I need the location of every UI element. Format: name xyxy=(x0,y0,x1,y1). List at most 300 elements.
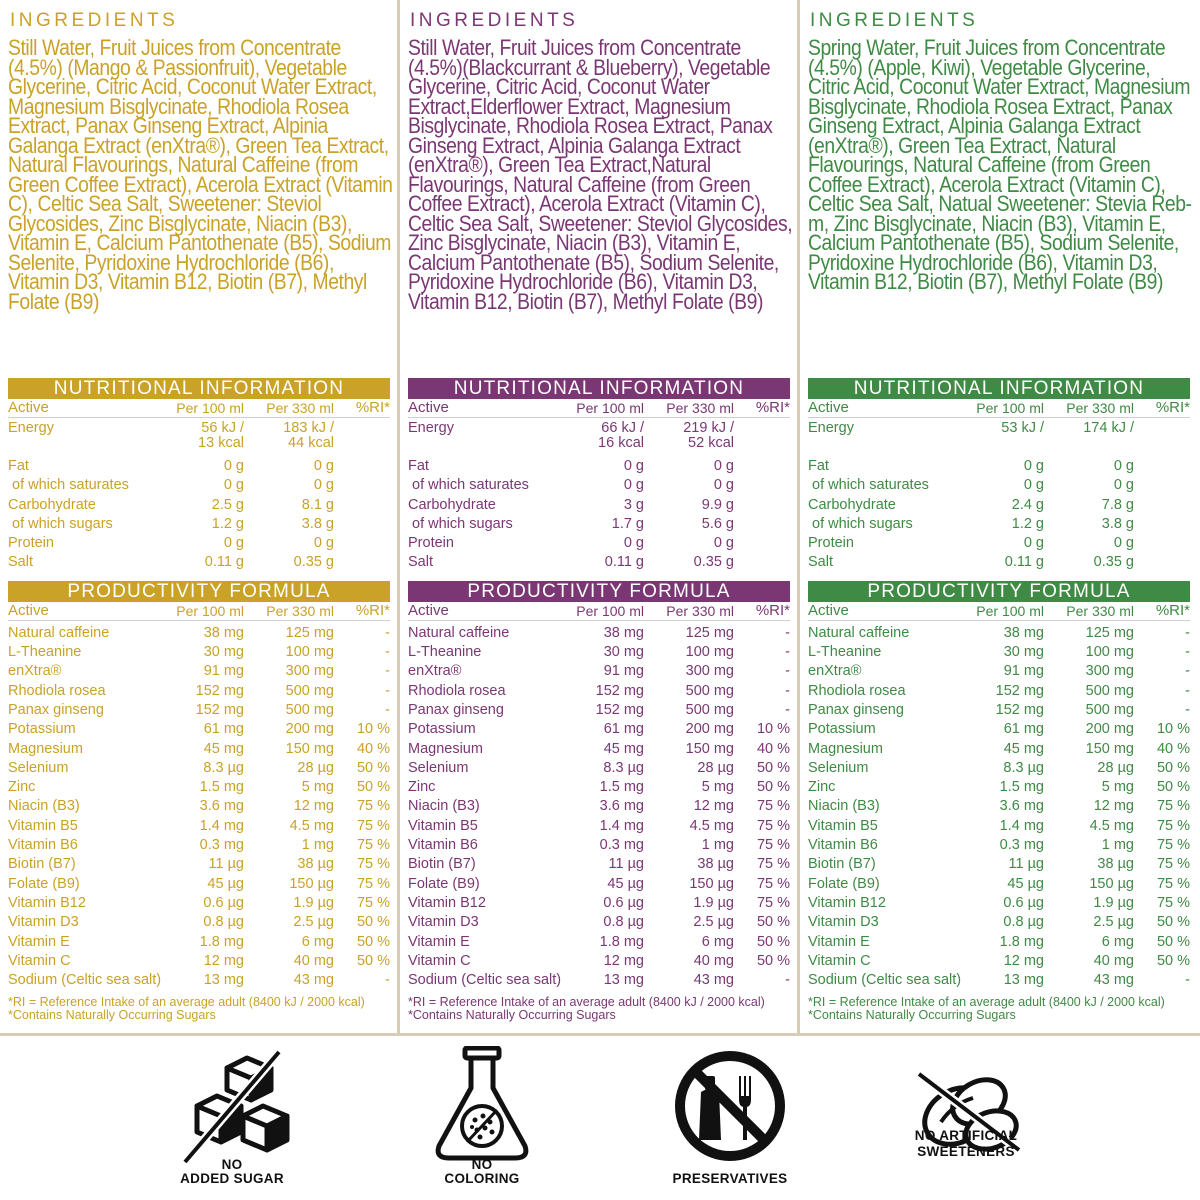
formula-row xyxy=(8,701,390,720)
formula-row xyxy=(808,817,1190,836)
ingredients-text: Still Water, Fruit Juices from Concentrate (4.5%)(Blackcurrant & Blueberry), Vegetable Glycerine, Citric Acid, Coconut Water Extract,Elderflower Extract, Magnesium Bisglycinate, Rhodiola Rosea Extract, Panax Ginseng Extract, Alpinia Galanga Extract (enXtra®), Green Tea Extract,Natural Flavourings, Natural Caffeine (from Green Coffee Extract), Acerola Extract (Vitamin C), Celtic Sea Salt, Sweetener: Steviol Glycosides, Zinc Bisglycinate, Niacin (B3), Vitamin E, Calcium Pantothenate (B5), Sodium Selenite, Pyridoxine Hydrochloride (B6), Vitamin D3, Vitamin B12, Biotin (B7), Methyl Folate (B9) xyxy=(408,35,793,314)
nutrition-cell: 9.9 g xyxy=(701,496,734,513)
formula-cell: 6 mg xyxy=(301,933,334,950)
formula-cell: Vitamin E xyxy=(808,933,870,950)
nutrition-cell: Protein xyxy=(8,535,54,552)
formula-row xyxy=(408,624,790,643)
formula-row xyxy=(8,778,390,797)
product-panel xyxy=(800,0,1196,1033)
formula-cell: 8.3 µg xyxy=(603,759,644,776)
formula-row xyxy=(808,855,1190,874)
formula-row xyxy=(8,855,390,874)
formula-cell: - xyxy=(1185,701,1190,718)
nutrition-cell xyxy=(734,457,790,476)
formula-cell: 75 % xyxy=(756,798,790,815)
formula-cell: 50 % xyxy=(1156,952,1190,969)
formula-cell: - xyxy=(385,624,390,641)
formula-cell: Folate (B9) xyxy=(408,875,480,892)
formula-cell: 300 mg xyxy=(1085,663,1134,680)
formula-cell: Vitamin B5 xyxy=(408,817,478,834)
formula-cell: 10 % xyxy=(1156,721,1190,738)
formula-row xyxy=(408,682,790,701)
formula-row xyxy=(808,740,1190,759)
nutrition-cell: 0 g xyxy=(713,458,734,474)
formula-cell: 4.5 mg xyxy=(1089,817,1134,834)
formula-cell: 75 % xyxy=(356,817,390,834)
formula-cell: Rhodiola rosea xyxy=(808,682,906,699)
nutrition-row xyxy=(8,476,390,495)
formula-cell: Panax ginseng xyxy=(408,701,504,718)
nutrition-cell: of which sugars xyxy=(808,515,913,532)
formula-row xyxy=(8,836,390,855)
formula-header-cell: %RI* xyxy=(755,601,790,619)
formula-cell: 61 mg xyxy=(603,721,644,738)
formula-cell: 0.3 mg xyxy=(999,837,1044,854)
nutrition-row xyxy=(8,553,390,572)
energy-ri xyxy=(334,421,390,457)
formula-cell: Zinc xyxy=(808,779,836,796)
no-added-sugar-icon xyxy=(167,1046,297,1166)
formula-cell: 13 mg xyxy=(603,972,644,989)
icon-label: COLORING xyxy=(444,1171,520,1186)
energy-kj: 174 kJ / xyxy=(1083,420,1134,436)
formula-cell: 500 mg xyxy=(685,701,734,718)
nutrition-cell: 0.35 g xyxy=(293,554,334,571)
nutrition-cell xyxy=(334,457,390,476)
nutrition-cell xyxy=(1134,496,1190,515)
energy-row xyxy=(808,421,1190,457)
formula-cell: 75 % xyxy=(1156,894,1190,911)
formula-cell: 45 µg xyxy=(607,875,644,892)
formula-cell: - xyxy=(1185,644,1190,661)
nutrition-header-cell: %RI* xyxy=(755,399,790,416)
formula-cell: 38 µg xyxy=(297,856,334,873)
icon-item-no-preservatives xyxy=(620,1036,840,1200)
formula-row xyxy=(408,933,790,952)
formula-cell: - xyxy=(785,682,790,699)
energy-kcal: 13 kcal xyxy=(198,435,244,451)
formula-cell: Natural caffeine xyxy=(808,624,910,641)
nutrition-cell xyxy=(734,476,790,495)
formula-row xyxy=(808,971,1190,990)
formula-cell: 1.9 µg xyxy=(693,894,734,911)
formula-cell: 40 mg xyxy=(1093,952,1134,969)
nutrition-cell: 2.4 g xyxy=(1011,496,1044,513)
product-panel xyxy=(400,0,796,1033)
energy-kj: 56 kJ / xyxy=(201,420,244,436)
icon-label: NO ARTIFICIAL xyxy=(914,1128,1018,1143)
energy-kcal: 16 kcal xyxy=(598,435,644,451)
energy-row xyxy=(8,421,390,457)
footnote-sugars: *Contains Naturally Occurring Sugars xyxy=(8,1008,216,1023)
nutrition-cell: 0 g xyxy=(623,477,644,494)
formula-cell: Vitamin C xyxy=(808,952,871,969)
formula-cell: 5 mg xyxy=(301,779,334,796)
formula-header-cell: Per 100 ml xyxy=(576,602,644,619)
formula-cell: Niacin (B3) xyxy=(408,798,480,815)
formula-row xyxy=(8,933,390,952)
formula-cell: Vitamin D3 xyxy=(808,914,879,931)
formula-cell: Panax ginseng xyxy=(8,701,104,718)
formula-header-cell: Per 100 ml xyxy=(976,602,1044,619)
formula-cell: 50 % xyxy=(1156,779,1190,796)
nutrition-row xyxy=(808,553,1190,572)
energy-per-330ml xyxy=(644,421,734,457)
formula-cell: 12 mg xyxy=(1093,798,1134,815)
nutrition-cell: 0 g xyxy=(623,458,644,474)
formula-row xyxy=(408,778,790,797)
nutrient-name: Energy xyxy=(8,420,54,436)
formula-cell: Vitamin B5 xyxy=(808,817,878,834)
formula-cell: - xyxy=(385,701,390,718)
formula-cell: 500 mg xyxy=(685,682,734,699)
formula-cell: Vitamin B6 xyxy=(808,837,878,854)
formula-cell: 75 % xyxy=(756,856,790,873)
nutrition-row xyxy=(808,534,1190,553)
formula-cell: Vitamin B5 xyxy=(8,817,78,834)
formula-cell: 125 mg xyxy=(685,624,734,641)
nutrition-cell: 0 g xyxy=(313,477,334,494)
formula-cell: 300 mg xyxy=(285,663,334,680)
nutrition-row xyxy=(808,476,1190,495)
formula-cell: 12 mg xyxy=(203,952,244,969)
formula-cell: 500 mg xyxy=(285,701,334,718)
formula-row xyxy=(408,855,790,874)
nutrition-header-cell: Active xyxy=(8,399,49,416)
nutrition-header-cell: Per 330 ml xyxy=(266,400,334,416)
nutrition-cell: Protein xyxy=(808,535,854,552)
formula-cell: Selenium xyxy=(408,759,469,776)
formula-row xyxy=(8,913,390,932)
nutrition-cell: 1.2 g xyxy=(1011,515,1044,532)
formula-cell: Vitamin D3 xyxy=(408,914,479,931)
energy-per-100ml xyxy=(966,421,1044,457)
formula-cell: 28 µg xyxy=(1097,759,1134,776)
nutrition-cell: Salt xyxy=(808,554,833,571)
formula-cell: Folate (B9) xyxy=(8,875,80,892)
formula-header-cell: %RI* xyxy=(355,601,390,619)
icon-item-no-artificial-sweeteners xyxy=(856,1036,1076,1200)
nutrition-header-cell: Per 100 ml xyxy=(976,400,1044,416)
formula-cell: 75 % xyxy=(1156,875,1190,892)
nutrition-cell xyxy=(334,496,390,515)
formula-cell: 125 mg xyxy=(1085,624,1134,641)
nutrition-title: NUTRITIONAL INFORMATION xyxy=(408,378,790,399)
formula-cell: 0.8 µg xyxy=(603,914,644,931)
formula-cell: 40 mg xyxy=(693,952,734,969)
nutrition-header-cell: Active xyxy=(408,399,449,416)
energy-kj: 183 kJ / xyxy=(283,420,334,436)
formula-cell: 150 µg xyxy=(689,875,734,892)
formula-cell: 1.8 mg xyxy=(599,933,644,950)
formula-cell: 13 mg xyxy=(203,972,244,989)
formula-cell: Magnesium xyxy=(408,740,483,757)
nutrition-row xyxy=(408,534,790,553)
formula-row xyxy=(808,720,1190,739)
formula-cell: Zinc xyxy=(8,779,36,796)
formula-cell: 200 mg xyxy=(1085,721,1134,738)
nutrition-cell: 3.8 g xyxy=(1101,515,1134,532)
nutrition-cell: 0.35 g xyxy=(693,554,734,571)
formula-cell: - xyxy=(385,644,390,661)
formula-cell: 75 % xyxy=(356,856,390,873)
footnote-sugars: *Contains Naturally Occurring Sugars xyxy=(808,1008,1016,1023)
formula-cell: Selenium xyxy=(8,759,69,776)
formula-cell: 0.3 mg xyxy=(599,837,644,854)
nutrition-cell xyxy=(734,515,790,534)
formula-cell: 12 mg xyxy=(693,798,734,815)
formula-cell: 11 µg xyxy=(1008,856,1044,873)
formula-cell: 61 mg xyxy=(1003,721,1044,738)
nutrition-cell: Fat xyxy=(808,458,829,474)
formula-cell: 91 mg xyxy=(1003,663,1044,680)
formula-cell: 1 mg xyxy=(701,837,734,854)
formula-cell: 75 % xyxy=(1156,837,1190,854)
nutrition-cell xyxy=(334,476,390,495)
nutrition-cell: 0 g xyxy=(223,535,244,552)
ingredients-text: Spring Water, Fruit Juices from Concentrate (4.5%) (Apple, Kiwi), Vegetable Glycerine, Citric Acid, Coconut Water Extract, Magnesium Bisglycinate, Rhodiola Rosea Extract, Panax Ginseng Extract, Alpinia Galanga Extract (enXtra®), Green Tea Extract, Natural Flavourings, Natural Caffeine (from Green Coffee Extract), Acerola Extract (Vitamin C), Celtic Sea Salt, Natual Sweetener: Stevia Reb-m, Zinc Bisglycinate, Niacin (B3), Vitamin E, Calcium Pantothenate (B5), Sodium Selenite, Pyridoxine Hydrochloride (B6), Vitamin D3, Vitamin B12, Biotin (B7), Methyl Folate (B9) xyxy=(808,35,1192,294)
formula-cell: enXtra® xyxy=(408,663,462,680)
formula-cell: 38 µg xyxy=(1097,856,1134,873)
formula-cell: Sodium (Celtic sea salt) xyxy=(408,972,562,989)
formula-cell: Vitamin D3 xyxy=(8,914,79,931)
formula-cell: 150 mg xyxy=(685,740,734,757)
formula-cell: 1.4 mg xyxy=(199,817,244,834)
nutrition-cell: Carbohydrate xyxy=(808,496,896,513)
ingredients-title: INGREDIENTS xyxy=(410,10,579,31)
formula-row xyxy=(408,643,790,662)
footnote-ri: *RI = Reference Intake of an average adult (8400 kJ / 2000 kcal) xyxy=(808,995,1165,1010)
nutrition-cell xyxy=(734,534,790,553)
nutrition-header-row xyxy=(8,399,390,418)
formula-cell: Magnesium xyxy=(8,740,83,757)
formula-cell: Potassium xyxy=(808,721,876,738)
formula-cell: Biotin (B7) xyxy=(808,856,876,873)
formula-cell: Vitamin E xyxy=(8,933,70,950)
formula-cell: Vitamin B12 xyxy=(808,894,886,911)
nutrition-cell xyxy=(1134,534,1190,553)
nutrient-name: Energy xyxy=(408,420,454,436)
nutrition-row xyxy=(408,515,790,534)
formula-row xyxy=(808,682,1190,701)
feature-icons-row xyxy=(0,1036,1200,1200)
formula-cell: 10 % xyxy=(756,721,790,738)
formula-cell: 150 mg xyxy=(1085,740,1134,757)
formula-cell: 152 mg xyxy=(195,682,244,699)
formula-cell: 40 % xyxy=(756,740,790,757)
formula-cell: 1.5 mg xyxy=(199,779,244,796)
formula-header-cell: Active xyxy=(808,601,849,619)
nutrition-row xyxy=(8,496,390,515)
footnote-sugars: *Contains Naturally Occurring Sugars xyxy=(408,1008,616,1023)
formula-cell: 6 mg xyxy=(1101,933,1134,950)
nutrition-cell: of which sugars xyxy=(408,515,513,532)
formula-row xyxy=(408,797,790,816)
formula-row xyxy=(808,952,1190,971)
energy-kj: 53 kJ / xyxy=(1001,420,1044,436)
formula-cell: enXtra® xyxy=(8,663,62,680)
nutrition-cell: 0.11 g xyxy=(604,554,644,571)
formula-cell: - xyxy=(1185,682,1190,699)
nutrition-cell: 0 g xyxy=(1023,477,1044,494)
formula-cell: 152 mg xyxy=(995,682,1044,699)
formula-cell: 4.5 mg xyxy=(289,817,334,834)
nutrition-row xyxy=(408,457,790,476)
formula-cell: 100 mg xyxy=(1085,644,1134,661)
formula-header-cell: %RI* xyxy=(1155,601,1190,619)
nutrition-cell: 3.8 g xyxy=(301,515,334,532)
formula-cell: 50 % xyxy=(356,759,390,776)
formula-row xyxy=(808,894,1190,913)
nutrition-title: NUTRITIONAL INFORMATION xyxy=(808,378,1190,399)
formula-cell: 12 mg xyxy=(1003,952,1044,969)
nutrition-row xyxy=(808,457,1190,476)
formula-cell: 100 mg xyxy=(685,644,734,661)
formula-cell: 50 % xyxy=(356,779,390,796)
formula-header-cell: Per 100 ml xyxy=(176,602,244,619)
formula-cell: 1.4 mg xyxy=(999,817,1044,834)
formula-cell: 75 % xyxy=(356,837,390,854)
formula-cell: Vitamin B6 xyxy=(8,837,78,854)
formula-cell: - xyxy=(385,663,390,680)
nutrition-header-cell: Per 330 ml xyxy=(666,400,734,416)
nutrition-cell: 0 g xyxy=(1023,535,1044,552)
formula-cell: L-Theanine xyxy=(8,644,82,661)
formula-row xyxy=(408,913,790,932)
formula-cell: 152 mg xyxy=(995,701,1044,718)
nutrition-cell xyxy=(334,515,390,534)
nutrition-cell xyxy=(1134,515,1190,534)
formula-cell: Potassium xyxy=(8,721,76,738)
formula-cell: L-Theanine xyxy=(408,644,482,661)
formula-row xyxy=(808,836,1190,855)
nutrition-cell: 1.7 g xyxy=(611,515,644,532)
formula-cell: 5 mg xyxy=(701,779,734,796)
formula-header-cell: Active xyxy=(408,601,449,619)
nutrition-cell: 0 g xyxy=(713,535,734,552)
formula-cell: 30 mg xyxy=(1003,644,1044,661)
nutrition-cell: 0.35 g xyxy=(1093,554,1134,571)
nutrition-cell: 0 g xyxy=(713,477,734,494)
formula-cell: 40 % xyxy=(1156,740,1190,757)
formula-cell: 38 mg xyxy=(203,624,244,641)
formula-row xyxy=(8,662,390,681)
formula-header-cell: Per 330 ml xyxy=(666,602,734,619)
formula-row xyxy=(808,643,1190,662)
formula-cell: 152 mg xyxy=(195,701,244,718)
formula-cell: 45 µg xyxy=(207,875,244,892)
formula-cell: Niacin (B3) xyxy=(8,798,80,815)
formula-cell: 125 mg xyxy=(285,624,334,641)
formula-cell: 75 % xyxy=(356,798,390,815)
formula-cell: - xyxy=(385,972,390,989)
formula-row xyxy=(8,817,390,836)
formula-cell: 50 % xyxy=(1156,914,1190,931)
energy-ri xyxy=(734,421,790,457)
formula-cell: Vitamin C xyxy=(8,952,71,969)
formula-row xyxy=(808,662,1190,681)
formula-row xyxy=(408,971,790,990)
nutrition-cell: 3 g xyxy=(623,496,644,513)
energy-kj: 66 kJ / xyxy=(601,420,644,436)
formula-cell: 40 mg xyxy=(293,952,334,969)
formula-cell: 13 mg xyxy=(1003,972,1044,989)
formula-header-cell: Per 330 ml xyxy=(266,602,334,619)
formula-cell: Potassium xyxy=(408,721,476,738)
formula-cell: 1.5 mg xyxy=(599,779,644,796)
formula-cell: 0.3 mg xyxy=(199,837,244,854)
formula-cell: 43 mg xyxy=(1093,972,1134,989)
formula-cell: Sodium (Celtic sea salt) xyxy=(808,972,962,989)
formula-cell: 0.8 µg xyxy=(1003,914,1044,931)
formula-cell: 12 mg xyxy=(603,952,644,969)
formula-cell: 2.5 µg xyxy=(693,914,734,931)
formula-cell: 50 % xyxy=(756,952,790,969)
nutrition-row xyxy=(808,496,1190,515)
formula-cell: 38 mg xyxy=(603,624,644,641)
formula-cell: 75 % xyxy=(1156,817,1190,834)
formula-row xyxy=(8,875,390,894)
ingredients-title: INGREDIENTS xyxy=(10,10,179,31)
energy-per-330ml xyxy=(1044,421,1134,457)
formula-cell: Vitamin E xyxy=(408,933,470,950)
formula-row xyxy=(8,759,390,778)
nutrition-row xyxy=(808,515,1190,534)
formula-cell: 28 µg xyxy=(297,759,334,776)
formula-cell: Vitamin C xyxy=(408,952,471,969)
nutrition-cell: 0.11 g xyxy=(1004,554,1044,571)
nutrition-cell: 0 g xyxy=(313,458,334,474)
nutrition-cell: 0 g xyxy=(1113,458,1134,474)
formula-cell: 200 mg xyxy=(285,721,334,738)
formula-cell: 75 % xyxy=(756,894,790,911)
formula-cell: 1.9 µg xyxy=(293,894,334,911)
formula-cell: 50 % xyxy=(1156,759,1190,776)
nutrition-cell: 5.6 g xyxy=(701,515,734,532)
nutrition-cell xyxy=(1134,457,1190,476)
formula-row xyxy=(808,875,1190,894)
nutrition-row xyxy=(8,515,390,534)
nutrition-title: NUTRITIONAL INFORMATION xyxy=(8,378,390,399)
nutrition-cell xyxy=(734,553,790,572)
formula-cell: Biotin (B7) xyxy=(408,856,476,873)
formula-row xyxy=(408,759,790,778)
nutrition-cell: 2.5 g xyxy=(211,496,244,513)
formula-row xyxy=(8,971,390,990)
formula-row xyxy=(808,759,1190,778)
icon-label: PRESERVATIVES xyxy=(672,1171,788,1186)
formula-row xyxy=(808,778,1190,797)
nutrition-row xyxy=(8,457,390,476)
formula-row xyxy=(808,913,1190,932)
formula-cell: 0.6 µg xyxy=(203,894,244,911)
formula-row xyxy=(808,701,1190,720)
formula-cell: 75 % xyxy=(756,837,790,854)
nutrition-cell: of which sugars xyxy=(8,515,113,532)
formula-cell: 11 µg xyxy=(208,856,244,873)
formula-cell: Magnesium xyxy=(808,740,883,757)
formula-cell: - xyxy=(385,682,390,699)
formula-cell: Rhodiola rosea xyxy=(8,682,106,699)
formula-row xyxy=(8,894,390,913)
formula-cell: enXtra® xyxy=(808,663,862,680)
nutrition-cell: 7.8 g xyxy=(1101,496,1134,513)
formula-cell: Rhodiola rosea xyxy=(408,682,506,699)
formula-row xyxy=(408,952,790,971)
formula-cell: 1 mg xyxy=(301,837,334,854)
formula-cell: 1.8 mg xyxy=(199,933,244,950)
formula-cell: 200 mg xyxy=(685,721,734,738)
